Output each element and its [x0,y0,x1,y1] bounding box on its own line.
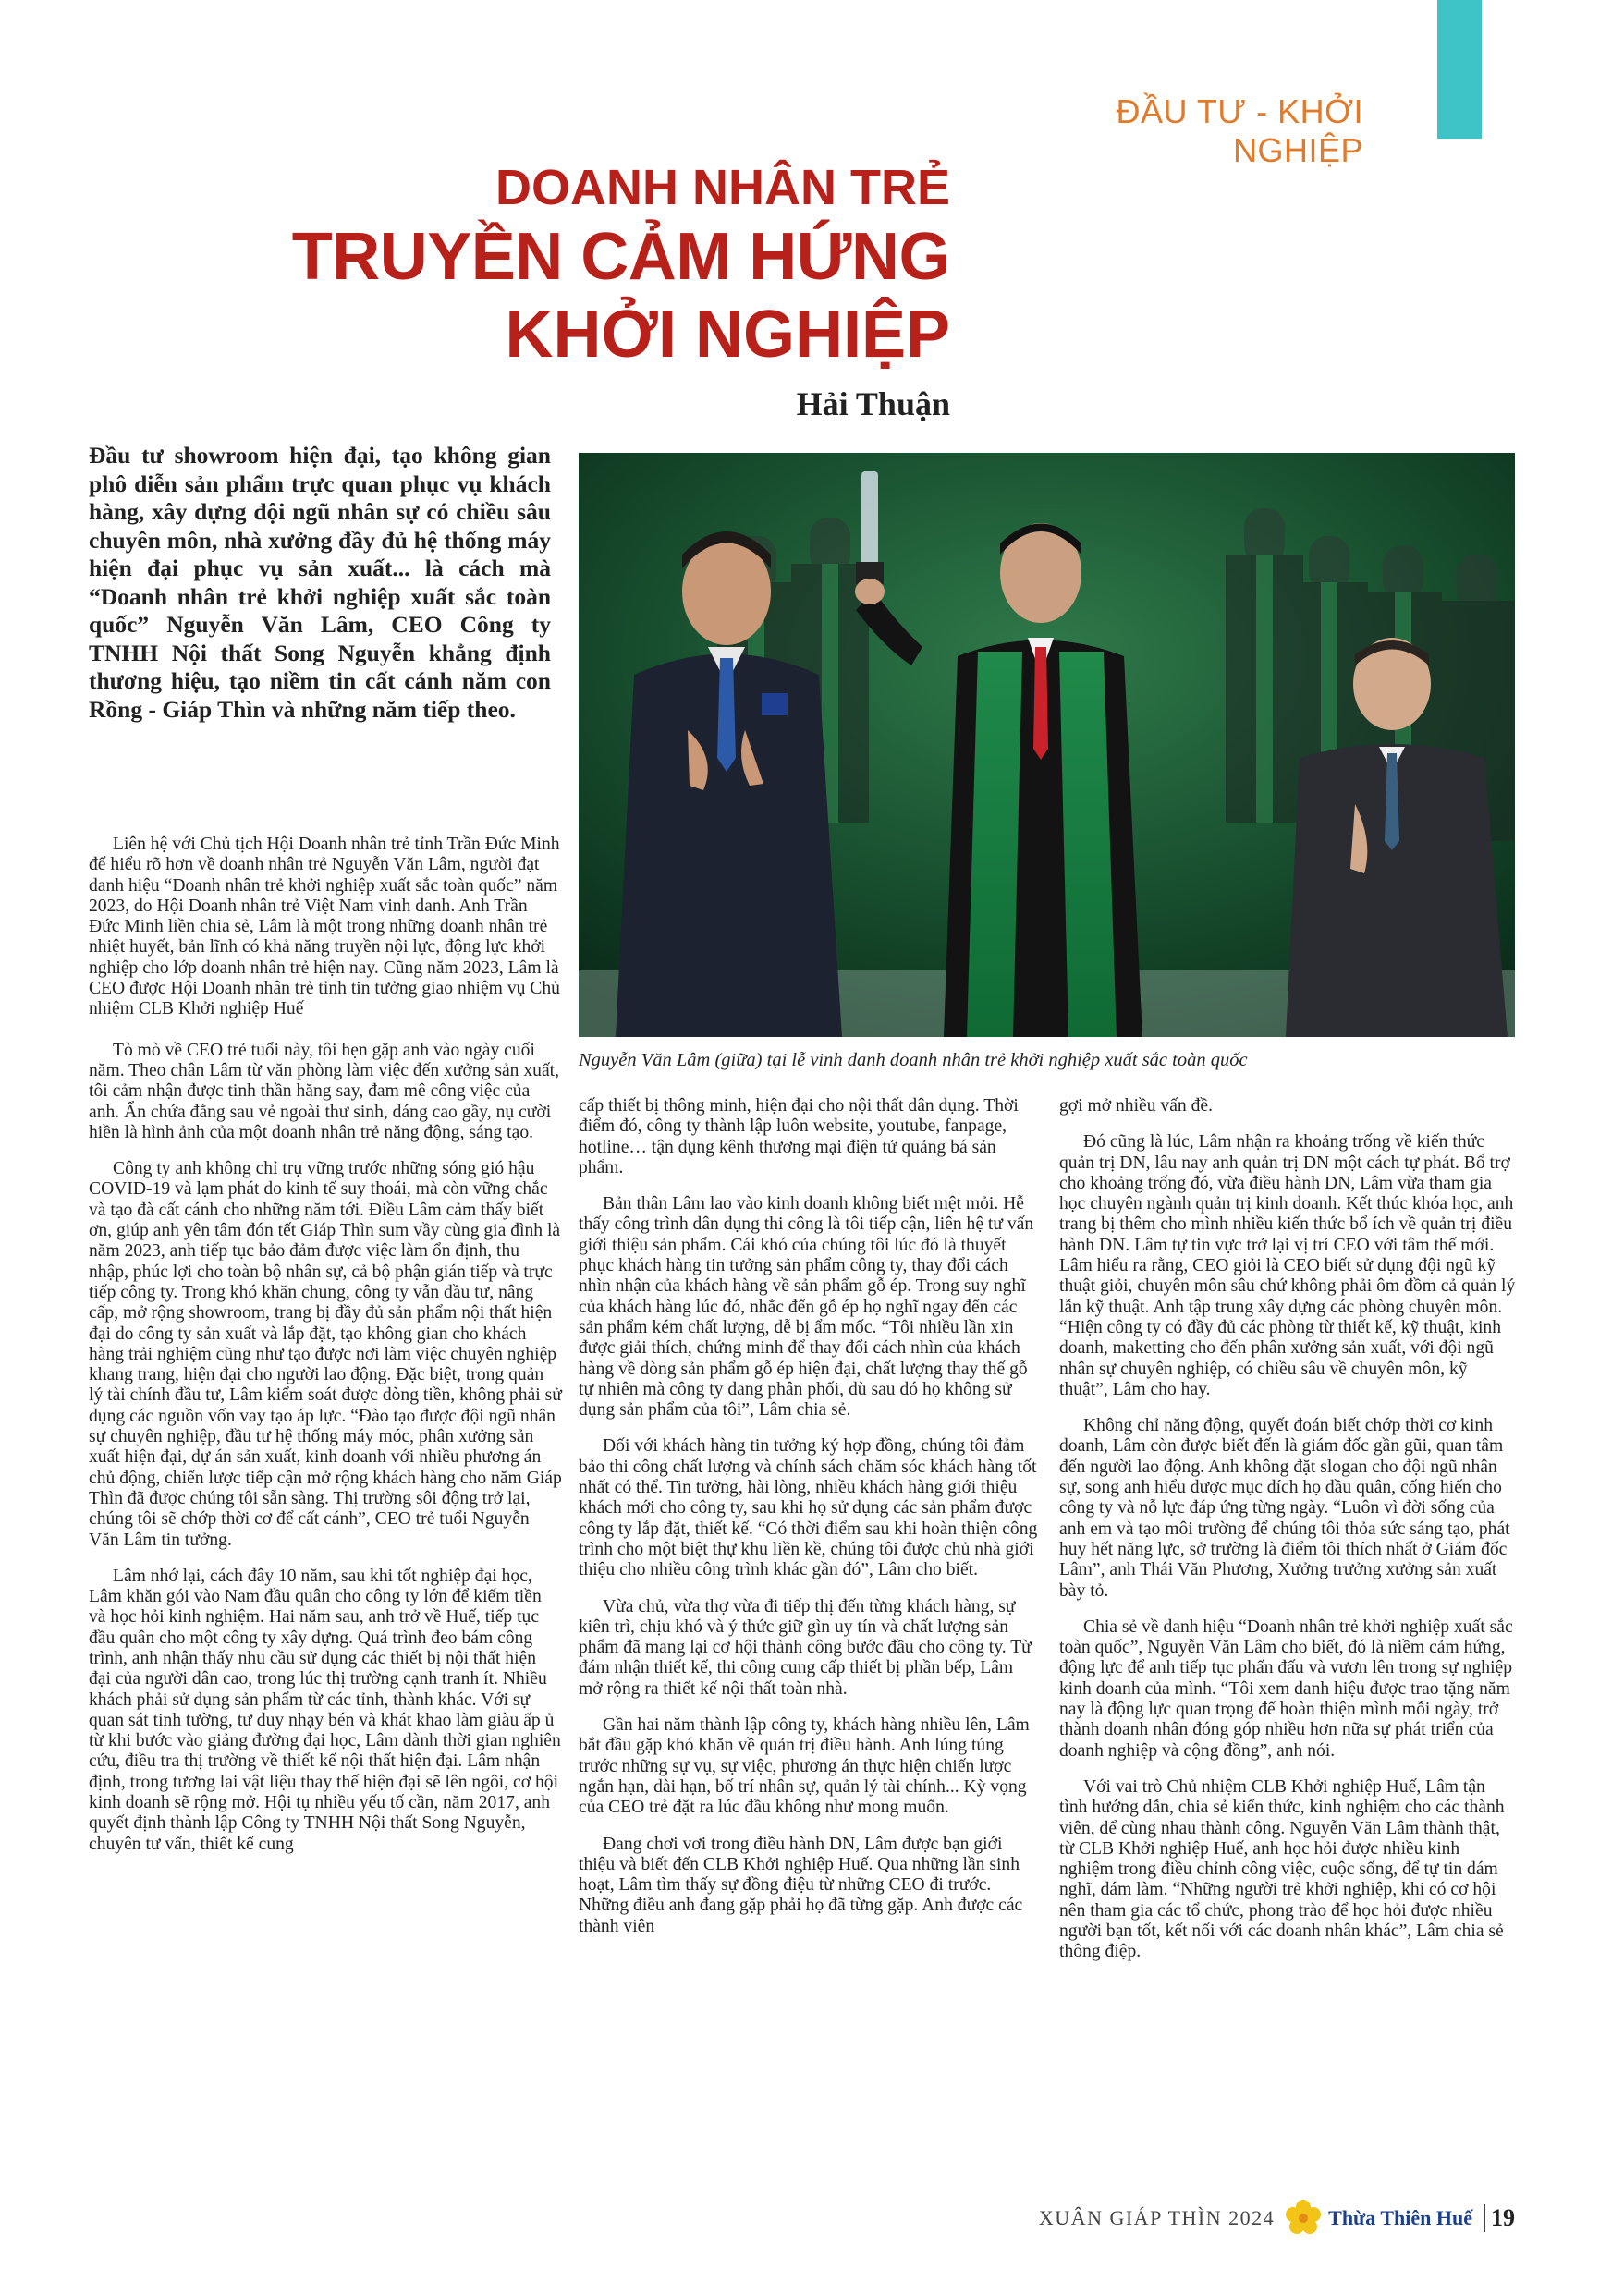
photo-caption: Nguyễn Văn Lâm (giữa) tại lễ vinh danh doanh nhân trẻ khởi nghiệp xuất sắc toàn quốc [579,1050,1248,1070]
photo-illustration [579,453,1515,1037]
paragraph: Gần hai năm thành lập công ty, khách hàng nhiều lên, Lâm bắt đầu gặp khó khăn về quản trị điều hành. Anh lúng túng trước những sự vụ, sự việc, phương án thực hiện chiến lược ngắn hạn, dài hạn, bố trí nhân sự, quản lý tài chính... Kỳ vọng của CEO trẻ đặt ra lúc đầu không như mong muốn. [579,1715,1030,1818]
article-column-2 [579,1096,1039,1953]
title-line-1: DOANH NHÂN TRẺ [495,160,950,215]
paragraph: Công ty anh không chỉ trụ vững trước những sóng gió hậu COVID-19 và lạm phát do kinh tế suy thoái, mà còn vững chắc và tạo đà cất cánh cho những năm tới. Điều Lâm cảm thấy biết ơn, giúp anh yên tâm đón tết Giáp Thìn sum vầy cùng gia đình là năm 2023, anh tiếp tục bảo đảm được việc làm ổn định, thu nhập, phúc lợi cho toàn bộ nhân sự, cả bộ phận gián tiếp và trực tiếp công ty. Trong khó khăn chung, công ty vẫn đầu tư, nâng cấp, mở rộng showroom, trang bị đầy đủ sản phẩm nội thất hiện đại do công ty sản xuất và lắp đặt, tạo không gian cho khách hàng trải nghiệm cũng như tạo được nơi làm việc chuyên nghiệp khang trang, hiện đại cho người lao động. Đặc biệt, trong quản lý tài chính đầu tư, Lâm kiểm soát được dòng tiền, không phải sử dụng các nguồn vốn vay tạo áp lực. “Đào tạo được đội ngũ nhân sự chuyên nghiệp, đầu tư hệ thống máy móc, phân xưởng sản xuất hiện đại, dự án sản xuất, kinh doanh với nhiều phương án chủ động, chiến lược tiếp cận mở rộng khách hàng cho năm Giáp Thìn đã được chúng tôi sẵn sàng. Thị trường sôi động trở lại, chúng tôi sẽ chớp thời cơ để cất cánh”, CEO trẻ tuổi Nguyễn Văn Lâm tin tưởng. [89,1159,562,1550]
paragraph: Bản thân Lâm lao vào kinh doanh không biết mệt mỏi. Hễ thấy công trình dân dụng thi công là tôi tiếp cận, liên hệ tư vấn giới thiệu sản phẩm. Cái khó của chúng tôi lúc đó là thuyết phục khách hàng tin tưởng sản phẩm công ty, thay đổi cách nhìn nhận của khách hàng về sản phẩm gỗ ép. Trong suy nghĩ của khách hàng lúc đó, nhắc đến gỗ ép họ nghĩ ngay đến các sản phẩm kém chất lượng, dễ bị ẩm mốc. “Tôi nhiều lần xin được giải thích, chứng minh để thay đổi cách nhìn của khách hàng về dòng sản phẩm gỗ ép hiện đại, chất lượng thay thế gỗ tự nhiên mà công ty đang phân phối, dù sau đó họ không sử dụng sản phẩm của tôi”, Lâm chia sẻ. [579,1194,1034,1421]
author-byline: Hải Thuận [796,385,950,422]
paragraph: Liên hệ với Chủ tịch Hội Doanh nhân trẻ tỉnh Trần Đức Minh để hiểu rõ hơn về doanh nhân trẻ Nguyễn Văn Lâm, người đạt danh hiệu “Doanh nhân trẻ khởi nghiệp xuất sắc toàn quốc” năm 2023, do Hội Doanh nhân trẻ Việt Nam vinh danh. Anh Trần Đức Minh liền chia sẻ, Lâm là một trong những doanh nhân trẻ nhiệt huyết, bản lĩnh có khả năng truyền nội lực, động lực khởi nghiệp cho lớp doanh nhân trẻ hiện nay. Cũng năm 2023, Lâm là CEO được Hội Doanh nhân trẻ tỉnh tin tưởng giao nhiệm vụ Chủ nhiệm CLB Khởi nghiệp Huế [89,835,560,1019]
paragraph: Tò mò về CEO trẻ tuổi này, tôi hẹn gặp anh vào ngày cuối năm. Theo chân Lâm từ văn phòng làm việc đến xưởng sản xuất, tôi cảm nhận được tinh thần hăng say, đam mê công việc của anh. Ẩn chứa đằng sau vẻ ngoài thư sinh, dáng cao gầy, nụ cười hiền là hình ảnh của một doanh nhân trẻ năng động, sáng tạo. [89,1040,559,1142]
paragraph: cấp thiết bị thông minh, hiện đại cho nội thất dân dụng. Thời điểm đó, công ty thành lập luôn website, youtube, fanpage, hotline… tận dụng kênh thương mại điện tử quảng bá sản phẩm. [579,1096,1019,1177]
paragraph: Đó cũng là lúc, Lâm nhận ra khoảng trống về kiến thức quản trị DN, lâu nay anh quản trị DN một cách tự phát. Bổ trợ cho khoảng trống đó, vừa điều hành DN, Lâm vừa tham gia học chuyên ngành quản trị kinh doanh. Kết thúc khóa học, anh trang bị thêm cho mình nhiều kiến thức bổ ích về quản trị điều hành DN. Lâm tự tin vực trở lại vị trí CEO với tâm thế mới. Lâm hiểu ra rằng, CEO giỏi là CEO biết sử dụng đội ngũ kỹ thuật giỏi, chuyên môn sâu chứ không phải ôm đồm cả quản lý lẫn kỹ thuật. Anh tập trung xây dựng các phòng chuyên môn. “Hiện công ty có đầy đủ các phòng từ thiết kế, kỹ thuật, kinh doanh, maketting cho đến phân xưởng sản xuất, với đội ngũ nhân sự chuyên nghiệp, có chiều sâu về chuyên môn, kỹ thuật”, Lâm cho hay. [1059,1132,1516,1399]
footer-issue: XUÂN GIÁP THÌN 2024 [1038,2206,1276,2229]
page-footer [1039,2200,1515,2237]
page-number: 19 [1491,2204,1515,2231]
title-line-2: TRUYỀN CẢM HỨNG [291,220,950,294]
footer-divider [1484,2204,1485,2232]
article-column-3 [1059,1096,1518,1979]
section-color-tab [1437,0,1482,139]
section-label: ĐẦU TƯ - KHỞI NGHIỆP [1116,92,1363,169]
paragraph: Chia sẻ về danh hiệu “Doanh nhân trẻ khởi nghiệp xuất sắc toàn quốc”, Nguyễn Văn Lâm cho biết, đó là niềm cảm hứng, động lực để anh tiếp tục phấn đấu và vươn lên trong sự nghiệp kinh doanh của mình. “Tôi xem danh hiệu được trao tặng năm nay là động lực quan trọng để hoàn thiện mình mỗi ngày, trở thành doanh nhân đóng góp nhiều hơn nữa sự phát triển của doanh nghiệp và cộng đồng”, anh nói. [1059,1616,1513,1761]
paragraph: Không chỉ năng động, quyết đoán biết chớp thời cơ kinh doanh, Lâm còn được biết đến là giám đốc gần gũi, quan tâm đến người lao động. Anh không đặt slogan cho đội ngũ nhân sự, song anh hiểu được mục đích họ đầu quân, cống hiến cho công ty và nỗ lực đáp ứng từng ngày. “Luôn vì đời sống của anh em và tạo môi trường để chúng tôi thỏa sức sáng tạo, phát huy hết năng lực, sở trường là điểm tôi thích nhất ở Giám đốc Lâm”, anh Thái Văn Phương, Xưởng trưởng xưởng sản xuất bày tỏ. [1059,1416,1510,1601]
apricot-flower-icon [1284,2199,1323,2238]
paragraph: gợi mở nhiều vấn đề. [1059,1096,1214,1116]
lead-paragraph: Đầu tư showroom hiện đại, tạo không gian phô diễn sản phẩm trực quan phục vụ khách hàng, xây dựng đội ngũ nhân sự có chiều sâu chuyên môn, nhà xưởng đầy đủ hệ thống máy hiện đại phục vụ sản xuất... là cách mà “Doanh nhân trẻ khởi nghiệp xuất sắc toàn quốc” Nguyễn Văn Lâm, CEO Công ty TNHH Nội thất Song Nguyễn khẳng định thương hiệu, tạo niềm tin cất cánh năm con Rồng - Giáp Thìn và những năm tiếp theo. [89,442,551,723]
paragraph: Lâm nhớ lại, cách đây 10 năm, sau khi tốt nghiệp đại học, Lâm khăn gói vào Nam đầu quân cho công ty lớn để kiếm tiền và học hỏi kinh nghiệm. Hai năm sau, anh trở về Huế, tiếp tục đầu quân cho một công ty xây dựng. Quá trình đeo bám công trình, anh nhận thấy nhu cầu sử dụng các thiết bị nội thất hiện đại của người dân cao, trong lúc thị trường cạnh tranh ít. Nhiều khách phải sử dụng sản phẩm từ các tỉnh, thành khác. Với sự quan sát tinh tường, tư duy nhạy bén và khát khao làm giàu ấp ủ từ khi bước vào giảng đường đại học, Lâm dành thời gian nghiên cứu, điều tra thị trường về thiết kế nội thất hiện đại. Lâm nhận định, trong tương lai vật liệu thay thế hiện đại sẽ lên ngôi, cơ hội kinh doanh sẽ rộng mở. Hội tụ nhiều yếu tố cần, năm 2017, anh quyết định thành lập Công ty TNHH Nội thất Song Nguyễn, chuyên tư vấn, thiết kế cung [89,1566,561,1854]
title-line-3: KHỞI NGHIỆP [505,298,950,372]
paragraph: Với vai trò Chủ nhiệm CLB Khởi nghiệp Huế, Lâm tận tình hướng dẫn, chia sẻ kiến thức, kinh nghiệm cho các thành viên, để cùng nhau thành công. Nguyễn Văn Lâm thành thật, từ CLB Khởi nghiệp Huế, anh học hỏi được nhiều kinh nghiệm trong điều chỉnh công việc, cuộc sống, để tự tin dám nghĩ, dám làm. “Những người trẻ khởi nghiệp, khi có cơ hội nên tham gia các tổ chức, phong trào để học hỏi được nhiều người bạn tốt, kết nối với các doanh nhân khác”, Lâm chia sẻ thông điệp. [1059,1776,1505,1962]
paragraph: Đang chơi vơi trong điều hành DN, Lâm được bạn giới thiệu và biết đến CLB Khởi nghiệp Huế. Qua những lần sinh hoạt, Lâm tìm thấy sự đồng điệu từ những CEO đi trước. Những điều anh đang gặp phải họ đã từng gặp. Anh được các thành viên [579,1834,1023,1936]
paragraph: Vừa chủ, vừa thợ vừa đi tiếp thị đến từng khách hàng, sự kiên trì, chịu khó và ý thức giữ gìn uy tín và chất lượng sản phẩm đã mang lại cơ hội thành công bước đầu cho công ty. Từ đám nhận thiết kế, thi công cung cấp thiết bị phần bếp, Lâm mở rộng ra thiết kế nội thất toàn nhà. [579,1596,1032,1699]
publication-name: Thừa Thiên Huế [1328,2206,1472,2229]
article-title [277,157,950,373]
article-column-1 [89,835,562,1871]
award-ceremony-photo [579,453,1515,1037]
paragraph: Đối với khách hàng tin tưởng ký hợp đồng, chúng tôi đảm bảo thi công chất lượng và chính sách chăm sóc khách hàng tốt nhất có thể. Tin tưởng, hài lòng, nhiều khách hàng giới thiệu khách mới cho công ty, sau khi họ sử dụng các sản phẩm được công ty lắp đặt, thiết kế. “Có thời điểm sau khi hoàn thiện công trình cho một biệt thự khu liền kề, chúng tôi được chủ nhà giới thiệu cho nhiều công trình khác gần đó”, Lâm cho biết. [579,1436,1038,1580]
